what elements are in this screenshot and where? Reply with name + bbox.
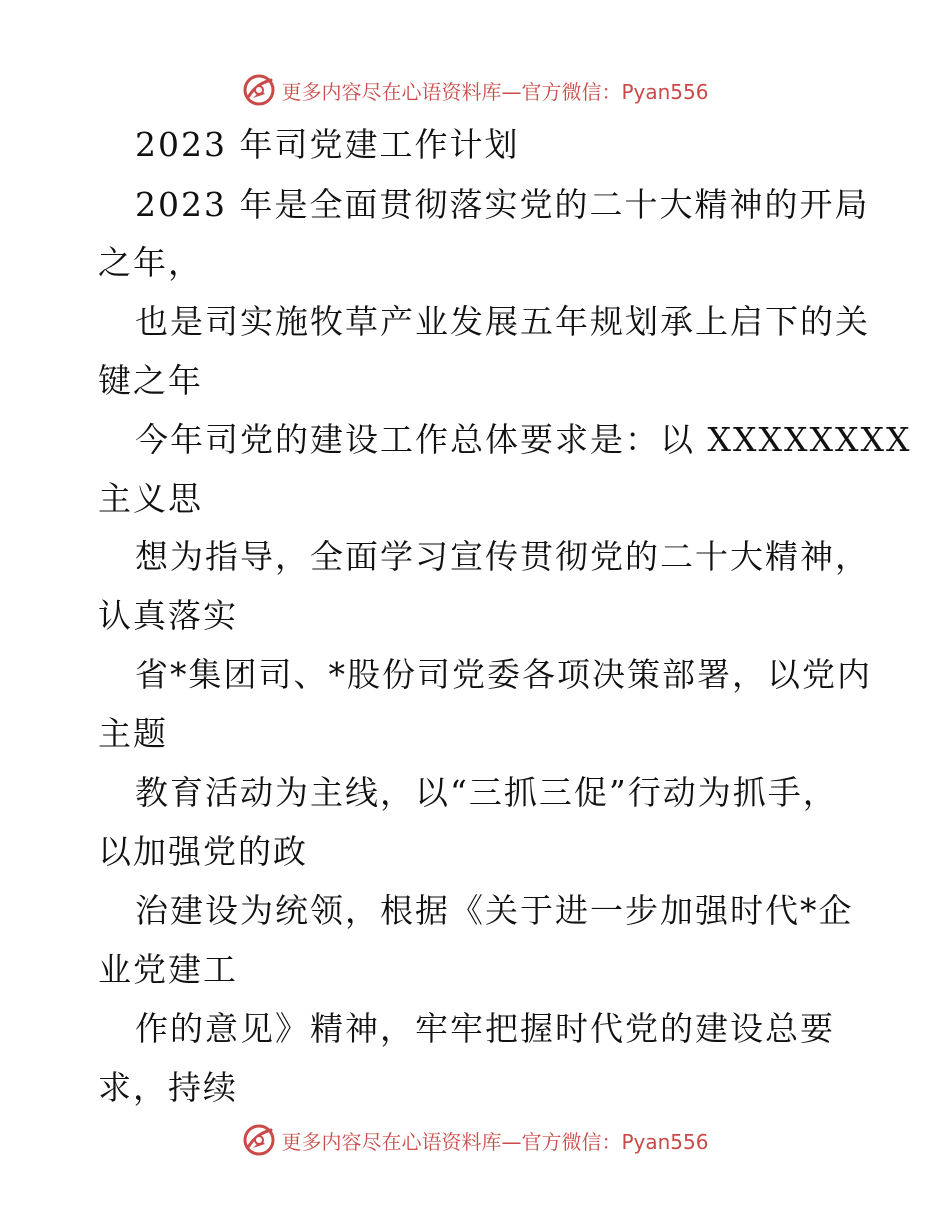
paragraph-line: 业党建工 [98, 950, 238, 989]
watermark-text: 更多内容尽在心语资料库—官方微信：Pyan556 [281, 79, 709, 104]
paragraph-line: 主题 [98, 714, 168, 753]
paragraph-line: 求，持续 [98, 1068, 238, 1107]
paragraph-line: 今年司党的建设工作总体要求是：以 XXXXXXXX [135, 420, 912, 459]
paragraph-line: 2023 年是全面贯彻落实党的二十大精神的开局 [135, 185, 870, 224]
paragraph-line: 认真落实 [98, 596, 238, 635]
paragraph-line: 治建设为统领，根据《关于进一步加强时代*企 [135, 891, 854, 930]
paragraph-line: 省*集团司、*股份司党委各项决策部署，以党内 [135, 655, 872, 694]
paragraph-line: 键之年 [98, 361, 203, 400]
paragraph-line: 也是司实施牧草产业发展五年规划承上启下的关 [135, 302, 870, 341]
pen-swirl-icon [241, 72, 277, 108]
document-title: 2023 年司党建工作计划 [135, 125, 520, 164]
paragraph-line: 教育活动为主线，以“三抓三促”行动为抓手， [135, 773, 838, 812]
watermark-text: 更多内容尽在心语资料库—官方微信：Pyan556 [281, 1129, 709, 1154]
watermark-header [0, 70, 950, 110]
paragraph-line: 之年， [98, 243, 203, 282]
pen-swirl-icon [241, 1122, 277, 1158]
paragraph-line: 作的意见》精神，牢牢把握时代党的建设总要 [135, 1009, 835, 1048]
paragraph-line: 以加强党的政 [98, 832, 308, 871]
watermark-footer [0, 1120, 950, 1160]
paragraph-line: 想为指导，全面学习宣传贯彻党的二十大精神， [135, 537, 870, 576]
paragraph-line: 主义思 [98, 479, 203, 518]
